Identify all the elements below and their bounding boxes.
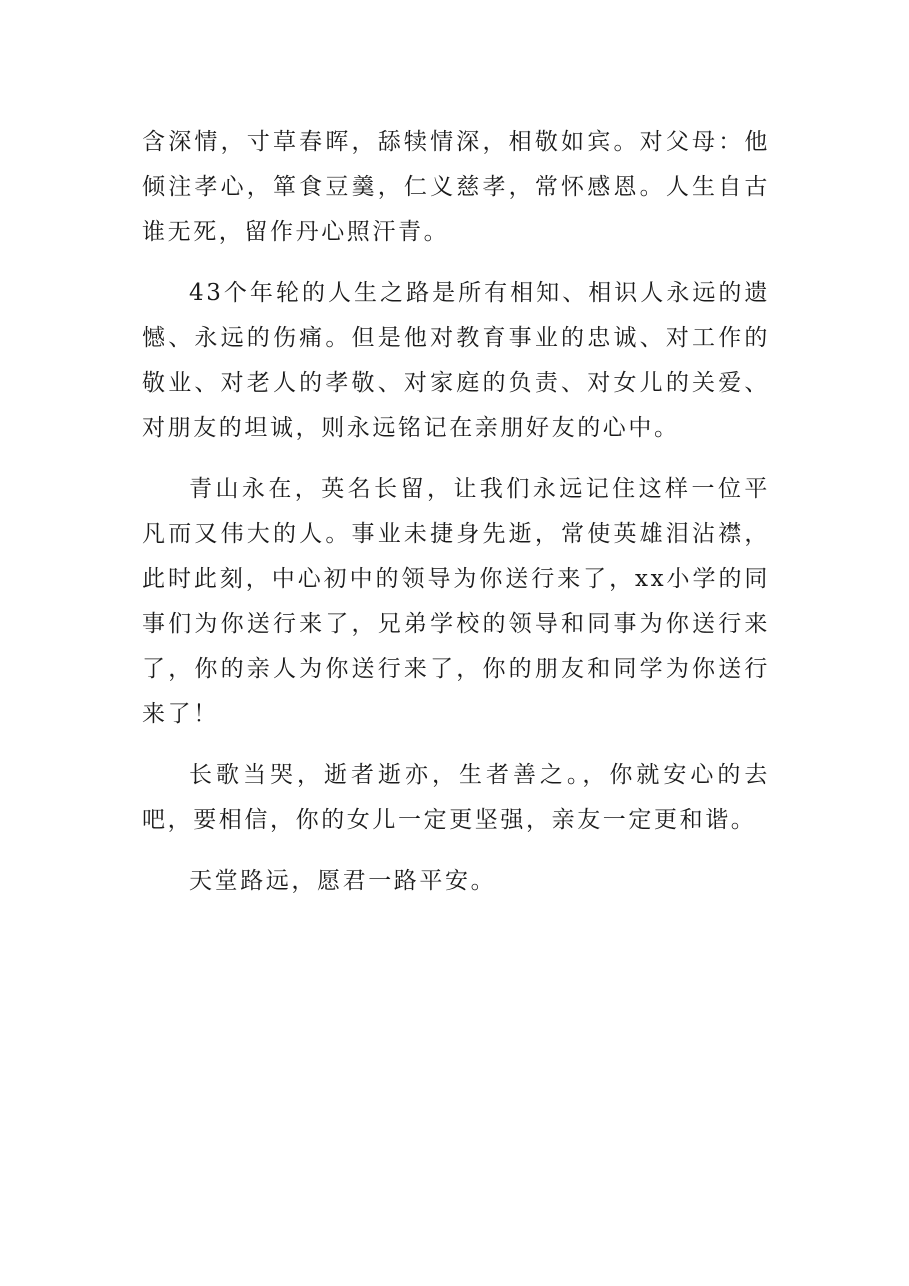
paragraph-farewell: 青山永在，英名长留，让我们永远记住这样一位平凡而又伟大的人。事业未捷身先逝，常使英雄泪沾襟，此时此刻，中心初中的领导为你送行来了，xx小学的同事们为你送行来了，兄弟学校的领导和同事为你送行来了，你的亲人为你送行来了，你的朋友和同学为你送行来了！ (142, 476, 770, 727)
paragraph-rest-in-peace: 长歌当哭，逝者逝亦，生者善之。，你就安心的去吧，要相信，你的女儿一定更坚强，亲友一定更和谐。 (142, 762, 770, 833)
paragraph-continuation: 含深情，寸草春晖，舔犊情深，相敬如宾。对父母：他倾注孝心，箪食豆羹，仁义慈孝，常怀感恩。人生自古谁无死，留作丹心照汗青。 (142, 129, 770, 245)
paragraph-closing: 天堂路远，愿君一路平安。 (189, 868, 497, 894)
paragraph-life-journey: 43个年轮的人生之路是所有相知、相识人永远的遗憾、永远的伤痛。但是他对教育事业的忠诚、对工作的敬业、对老人的孝敬、对家庭的负责、对女儿的关爱、对朋友的坦诚，则永远铭记在亲朋好友的心中。 (142, 280, 770, 441)
document-body (142, 120, 770, 920)
